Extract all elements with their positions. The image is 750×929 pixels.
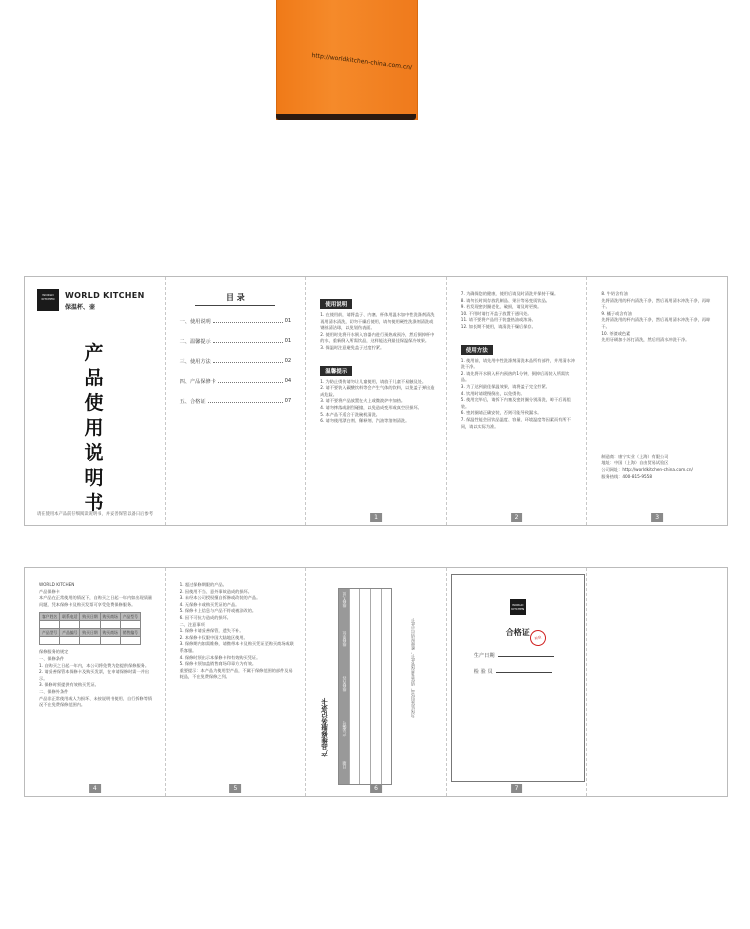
inspection-stamp: 检验 [528, 628, 548, 648]
toc-panel [166, 277, 307, 525]
product-box-base [276, 114, 416, 120]
cover-title: 产品使用说明书 [84, 342, 104, 514]
brand-subtitle: 保温杯、壶 [65, 304, 96, 311]
service-record-title: 产品维修服务记录卡 [321, 698, 330, 757]
manual-spread-front [24, 276, 728, 526]
page-number: 6 [370, 784, 382, 793]
page-number: 7 [511, 784, 523, 793]
section-text: 8. 牛奶含有油 先将清洗用的杯内清洗干净，然后再用清水冲洗干净，再晾干。 9. 橘子或含有油 先将清洗用的杯内清洗干净，然后再用清水冲洗干净，再晾干。 10. 茶渣或色素 先用牙刷加小苏打清洗，然后用清水冲洗干净。 [601, 291, 711, 343]
page-7-panel [447, 568, 588, 796]
toc-title: 目 录 [225, 293, 245, 302]
page-2-panel [447, 277, 588, 525]
toc-item: 四、产品保修卡 04 [179, 378, 292, 385]
cover-panel [25, 277, 166, 525]
page-number: 4 [89, 784, 101, 793]
inspector-field: 检 验 员 [474, 667, 552, 675]
page-1-panel [306, 277, 447, 525]
warranty-header: WORLD KITCHEN 产品保修卡 [39, 582, 75, 594]
toc-item: 五、合格证 07 [179, 398, 292, 405]
section-title: 温馨提示 [320, 366, 352, 376]
cert-logo: WORLD KITCHEN [510, 599, 526, 615]
warranty-rules: 保修服务的规定 一、保修条件 1. 自购买之日起一年内，本公司将免费为您提供保修服务。 2. 请妥善保管本保修卡及购买发票，在申请保修时需一并出示。 3. 保修时须提供有效购买凭证。 二、保修外条件 产品非正常使用或人为损坏、未按说明书使用、自行拆修等情况不在免费保修范围内。 [39, 649, 153, 708]
service-record-table [338, 588, 392, 785]
toc-item: 二、温馨提示 01 [179, 338, 292, 345]
manual-spread-back [24, 567, 728, 797]
section-text: 1. 在使用前，请将盖子、内塞、杯体用温水加中性洗涤剂清洗再用清水清洗，切勿干燥后使用，请勿使用硬性洗涤剂清洗或钢丝清洁球，以免划伤表面。 2. 使用时先将开水倒入容器内进行预热或预冷，然后倒掉杯中的水，重新倒入所需饮品，这样能达到最佳保温保冷效果。 3. 保温时注意避免盖子过度拧紧。 [320, 312, 435, 350]
toc-divider [195, 305, 275, 306]
service-record-note: 为保证您的权益，请您妥善保管此卡，维修时请出示此卡 [410, 618, 416, 718]
toc-item: 一、使用说明 01 [179, 318, 292, 325]
page-number: 2 [511, 513, 523, 522]
section-title: 使用方法 [461, 345, 493, 355]
page-number: 5 [229, 784, 241, 793]
page-number: 3 [651, 513, 663, 522]
cover-note: 请在使用本产品前仔细阅读说明书，并妥善保管以备日后参考 [37, 512, 154, 517]
brand-name: WORLD KITCHEN [65, 291, 145, 300]
warranty-table: 客户姓名 联系电话 购买日期 购买商场 产品型号 产品型号 产品编号 购买日期 购买商场 销售编号 [39, 612, 141, 645]
service-record-card: 产品维修服务记录卡 日期 产品编号 维修内容 维修单位 维修人员 为保证您的权益，请您妥善保管此卡，维修时请出示此卡 [320, 578, 420, 783]
blank-panel [587, 568, 727, 796]
cert-title: 合格证 [505, 628, 530, 637]
page-number: 1 [370, 513, 382, 522]
toc-item: 三、使用方法 02 [179, 358, 292, 365]
warranty-intro: 本产品在正常使用的情况下，自购买之日起一年内如出现质量问题，凭本保修卡及购买发票可享受免费保修服务。 [39, 595, 153, 607]
brand-logo: WORLD KITCHEN [37, 289, 59, 311]
certificate [451, 574, 585, 782]
section-text: 1. 使用前，请先用中性洗涤剂清洗本品所有部件，并用清水冲洗干净。 2. 请先将开水倒入杯内预热约1分钟，倒掉后再装入所需饮品。 3. 为了达到最佳保温效果，请将盖子完全拧紧。 4. 饮用时请缓慢倒出，以免烫伤。 5. 使用完毕后，请拆下内塞及密封圈分别清洗，晾干后再组装。 6. 密封圈请正确安装，否则可能导致漏水。 7. 保温性能会因饮品温度、容量、环境温度等因素而有所不同，请以实际为准。 [460, 357, 575, 429]
page-6-panel [306, 568, 447, 796]
section-title: 使用说明 [320, 299, 352, 309]
page-4-panel [25, 568, 166, 796]
section-text: 7. 为确保您的健康，使用后请及时清洗并保持干燥。 8. 请勿长时间存放乳制品、果汁等易变质饮品。 9. 若发现密封圈老化、破损，请及时更换。 10. 不用时请打开盖子放置于通风处。 11. 请不要将产品用于装盛热油或浓汤。 12. 如长期不使用，请清洗干燥后保存。 [460, 291, 559, 329]
warranty-terms: 1. 超过保修期限的产品。 2. 因使用不当、意外事故造成的损坏。 3. 未经本公司授权擅自拆修或改装的产品。 4. 无保修卡或购买凭证的产品。 5. 保修卡上信息与产品不符或被涂改的。 6. 因不可抗力造成的损坏。 二、注意事项 1. 保修卡请妥善保管，遗失不补。 2. 本保修卡仅限中国大陆地区使用。 3. 保修期内如需维修，请携带本卡及购买凭证至购买商场或联系客服。 4. 保修时须出示本保修卡和有效购买凭证。 5. 保修卡须加盖销售商场印章方为有效。 重要提示：本产品为使用型产品，不属于保修范围的部件及易耗品，不在免费保修之列。 [179, 582, 294, 680]
company-info: 制造商：康宁实业（上海）有限公司 地址：中国（上海）自由贸易试验区 公司网址：http://worldkitchen-china.com.cn/ 服务热线：400-815-9558 [601, 453, 693, 479]
production-date-field: 生产日期 [474, 651, 554, 659]
page-5-panel [166, 568, 307, 796]
section-text: 1. 为防止烫伤请勿让儿童使用，请放于儿童不易触及处。 2. 请不要装入碳酸饮料等会产生气体的饮料，以免盖子弹出造成危险。 3. 请不要将产品放置在火上或微波炉中加热。 4. 请勿摔落或剧烈碰撞，以免造成变形或真空层损坏。 5. 本产品不适合于洗碗机清洗。 6. 请勿使用漂白剂、稀释剂、汽油等溶剂清洗。 [320, 378, 435, 424]
box-url: http://worldkitchen-china.com.cn/ [311, 52, 413, 72]
page-3-panel [587, 277, 727, 525]
